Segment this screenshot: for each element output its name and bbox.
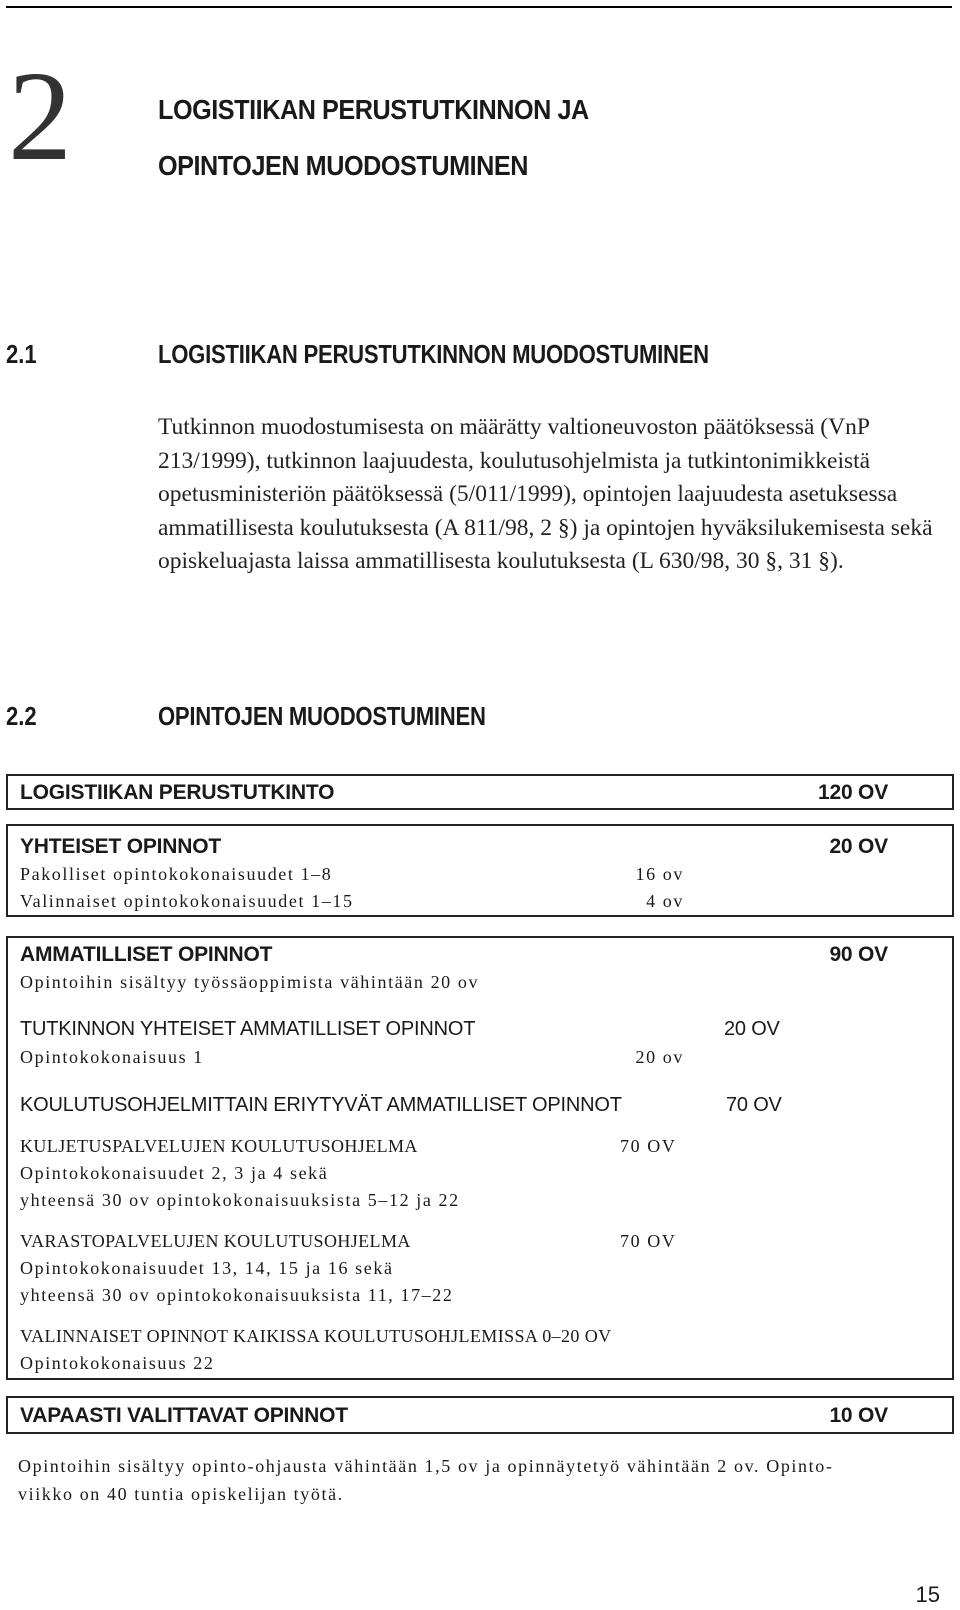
chapter-title-line2: OPINTOJEN MUODOSTUMINEN <box>158 150 529 181</box>
free-studies-box <box>6 1396 954 1434</box>
degree-box <box>6 774 954 810</box>
section-title: LOGISTIIKAN PERUSTUTKINNON MUODOSTUMINEN <box>158 339 709 369</box>
section-number: 2.1 <box>6 339 37 369</box>
warehouse-programme-value: 70 OV <box>620 1231 677 1251</box>
common-vocational-row-label: Opintokokonaisuus 1 <box>20 1047 204 1067</box>
transport-programme-value: 70 OV <box>620 1136 677 1156</box>
warehouse-programme-label: VARASTOPALVELUJEN KOULUTUSOHJELMA <box>20 1231 411 1251</box>
section-number: 2.2 <box>6 701 37 731</box>
degree-label: LOGISTIIKAN PERUSTUTKINTO <box>20 781 335 804</box>
differentiated-vocational-value: 70 OV <box>726 1094 782 1116</box>
differentiated-vocational-label: KOULUTUSOHJELMITTAIN ERIYTYVÄT AMMATILLISET OPINNOT <box>20 1094 622 1116</box>
top-rule <box>6 6 952 8</box>
common-vocational-label: TUTKINNON YHTEISET AMMATILLISET OPINNOT <box>20 1018 476 1040</box>
warehouse-programme-line: Opintokokonaisuudet 13, 14, 15 ja 16 sekä <box>20 1258 394 1278</box>
footnote-line: viikko on 40 tuntia opiskelijan työtä. <box>18 1484 344 1504</box>
page-number: 15 <box>915 1582 940 1607</box>
optional-studies-line: Opintokokonaisuus 22 <box>20 1353 215 1373</box>
body-paragraph: Tutkinnon muodostumisesta on määrätty valtioneuvoston päätöksessä (VnP 213/1999), tutkinnon laajuudesta, koulutusohjelmista ja tutkintonimikkeistä opetusministeriön päätöksessä (5/011/1999), opintojen laajuudesta asetuksessa ammatillisesta koulutuksesta (A 811/98, 2 §) ja opintojen hyväksilukemisesta sekä opiskeluajasta laissa ammatillisesta koulutuksesta (L 630/98, 30 §, 31 §). <box>158 414 933 574</box>
transport-programme-line: yhteensä 30 ov opintokokonaisuuksista 5–12 ja 22 <box>20 1190 460 1210</box>
common-row-value: 16 ov <box>635 864 684 884</box>
degree-value: 120 OV <box>817 781 888 804</box>
chapter-number: 2 <box>8 45 72 187</box>
common-studies-box <box>6 824 954 917</box>
free-studies-value: 10 OV <box>829 1404 888 1427</box>
common-row-value: 4 ov <box>646 891 684 911</box>
vocational-studies-label: AMMATILLISET OPINNOT <box>20 943 273 966</box>
vocational-studies-value: 90 OV <box>829 943 888 966</box>
free-studies-label: VAPAASTI VALITTAVAT OPINNOT <box>20 1404 348 1427</box>
common-studies-label: YHTEISET OPINNOT <box>20 835 221 858</box>
vocational-studies-box <box>6 936 954 1380</box>
common-row-label: Valinnaiset opintokokonaisuudet 1–15 <box>20 891 354 911</box>
section-title: OPINTOJEN MUODOSTUMINEN <box>158 701 486 731</box>
warehouse-programme-line: yhteensä 30 ov opintokokonaisuuksista 11, 17–22 <box>20 1285 454 1305</box>
chapter-title <box>158 82 589 194</box>
common-row-label: Pakolliset opintokokonaisuudet 1–8 <box>20 864 333 884</box>
transport-programme-label: KULJETUSPALVELUJEN KOULUTUSOHJELMA <box>20 1136 418 1156</box>
optional-studies-label: VALINNAISET OPINNOT KAIKISSA KOULUTUSOHJLEMISSA 0–20 OV <box>20 1326 612 1346</box>
transport-programme-line: Opintokokonaisuudet 2, 3 ja 4 sekä <box>20 1163 329 1183</box>
common-vocational-value: 20 OV <box>724 1018 780 1040</box>
common-studies-value: 20 OV <box>829 835 888 858</box>
footnote-line: Opintoihin sisältyy opinto-ohjausta vähintään 1,5 ov ja opinnäytetyö vähintään 2 ov. Opinto- <box>18 1456 834 1476</box>
common-vocational-row-value: 20 ov <box>635 1047 684 1067</box>
vocational-note: Opintoihin sisältyy työssäoppimista vähintään 20 ov <box>20 972 480 992</box>
chapter-title-line1: LOGISTIIKAN PERUSTUTKINNON JA <box>158 94 589 125</box>
